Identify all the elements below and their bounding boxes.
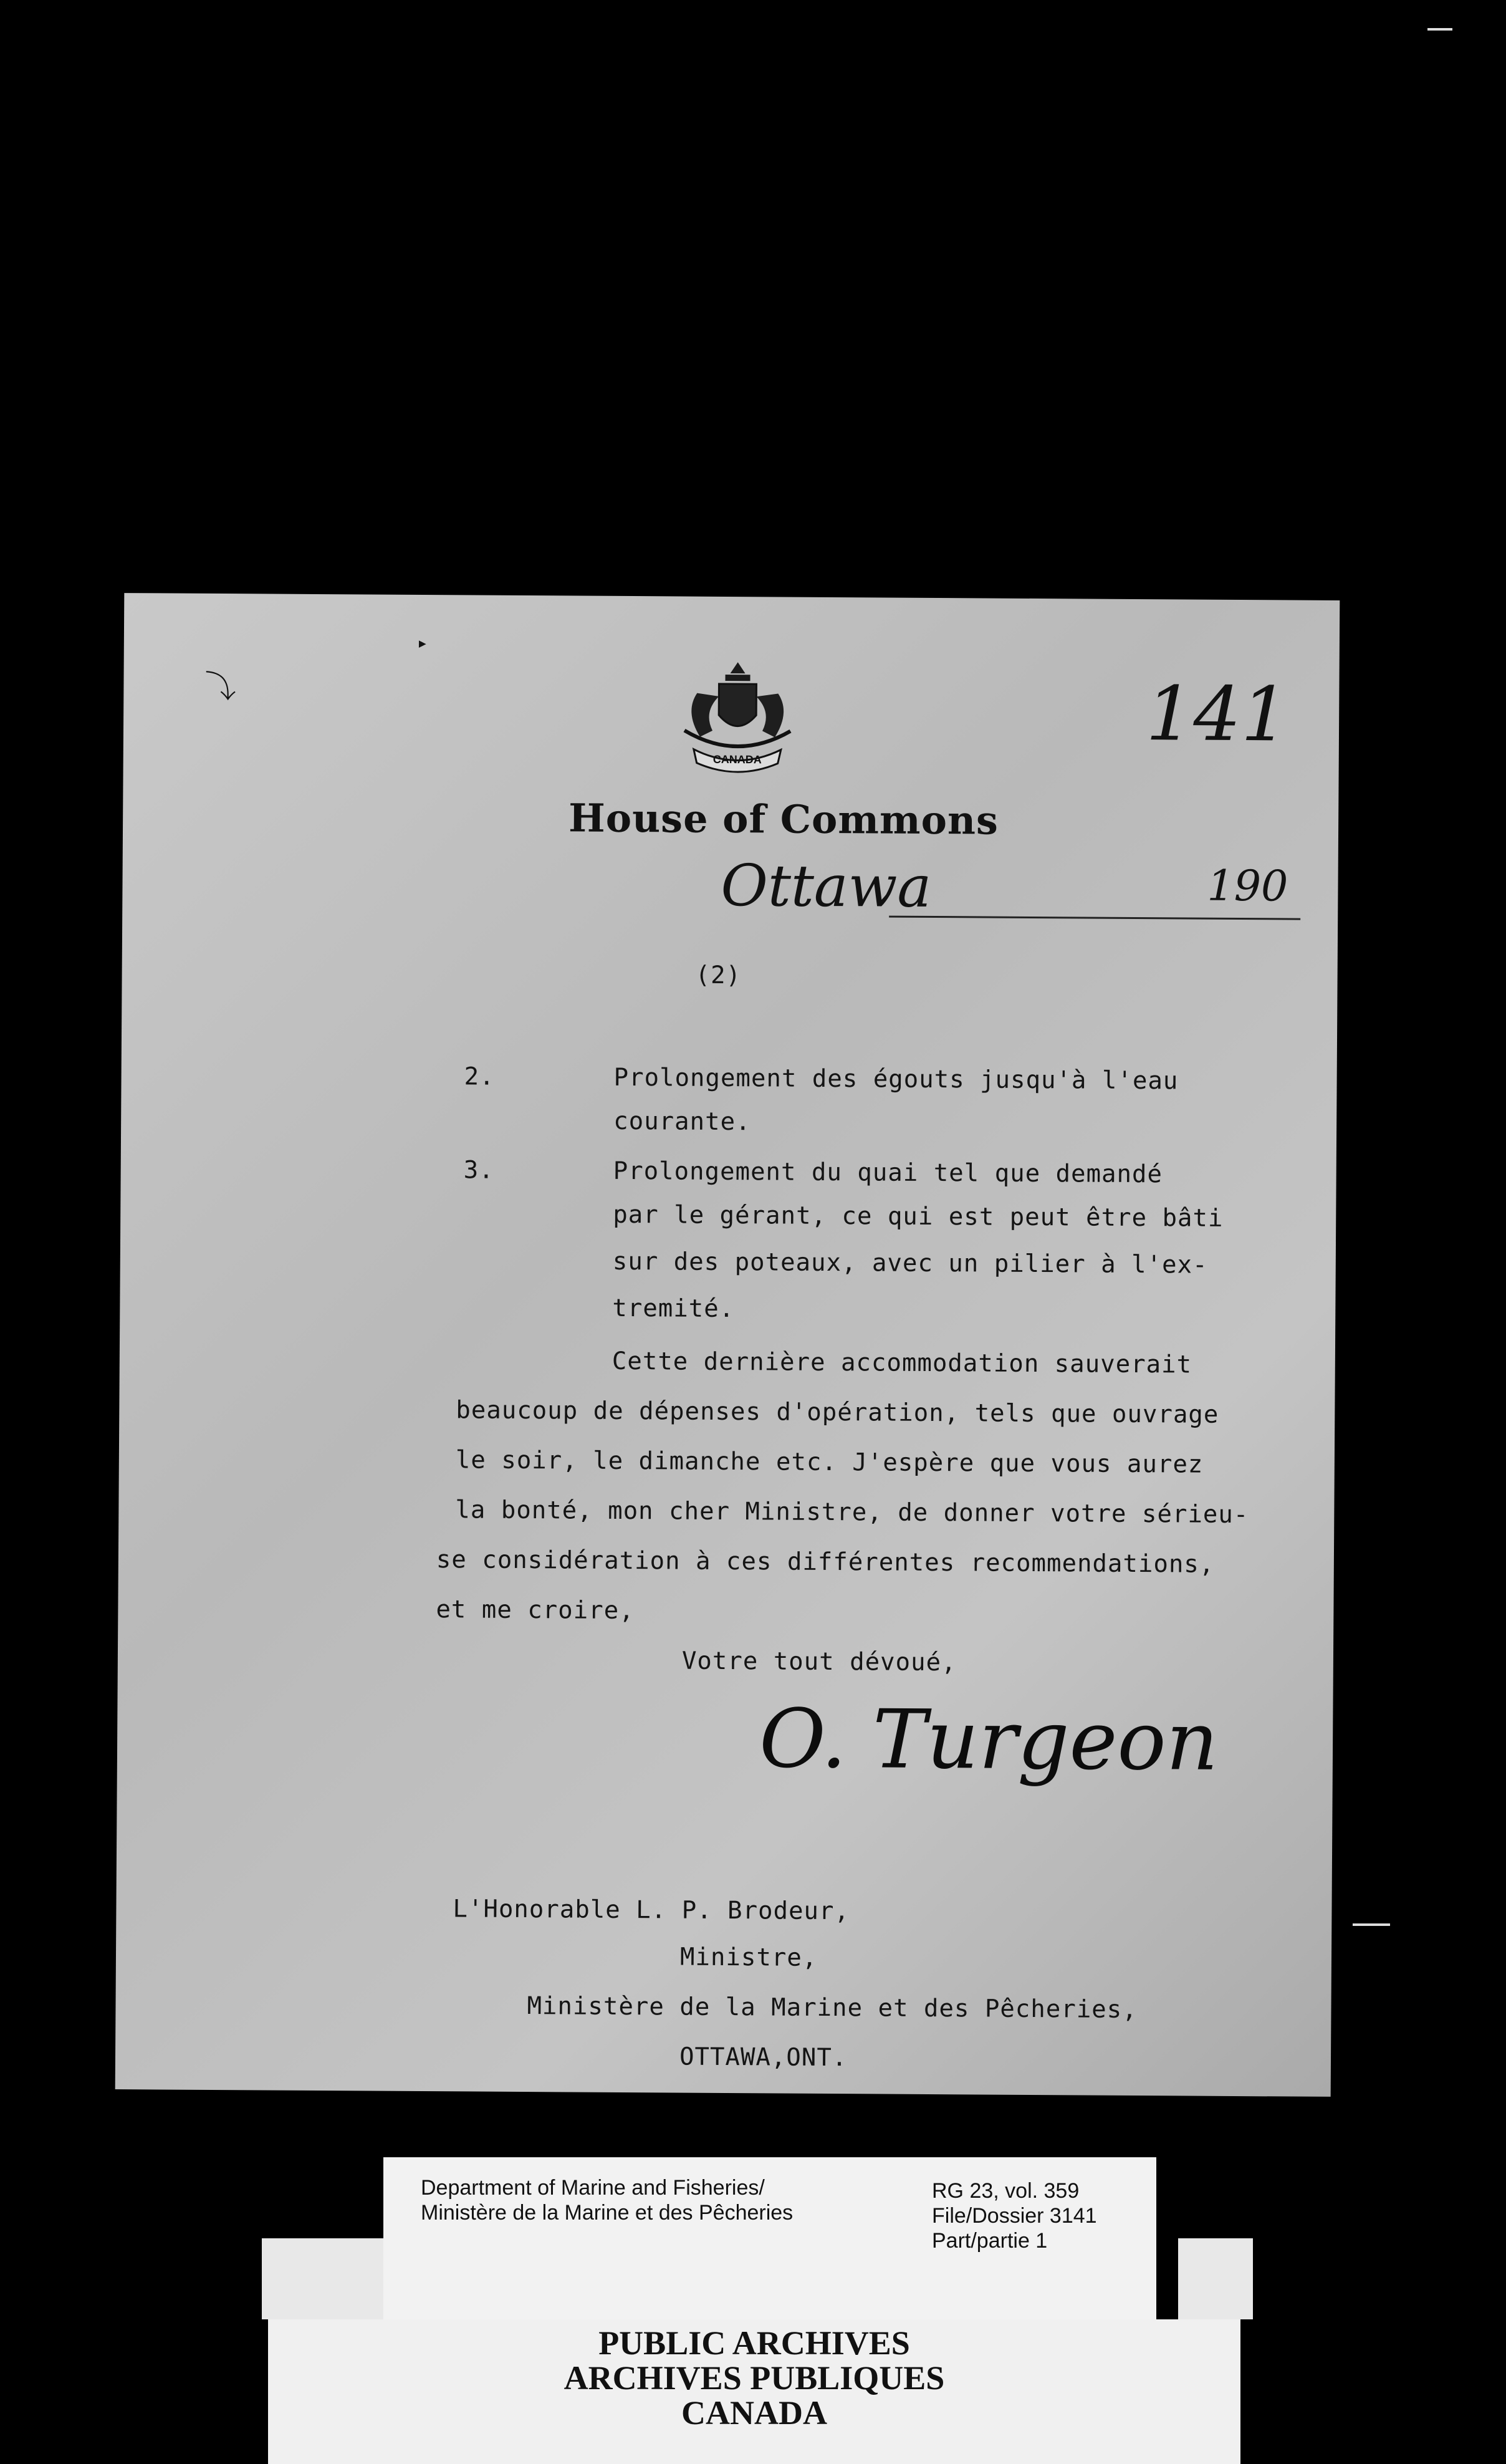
item-3-line-2: par le gérant, ce qui est peut être bâti xyxy=(613,1200,1224,1233)
label-tab-left xyxy=(262,2238,386,2319)
folio-number: 141 xyxy=(1145,671,1289,759)
paragraph-line-3: le soir, le dimanche etc. J'espère que vous aurez xyxy=(455,1446,1204,1479)
label-tab-right xyxy=(1178,2238,1253,2319)
item-3-number: 3. xyxy=(463,1156,494,1185)
item-3-line-4: tremité. xyxy=(612,1294,735,1324)
punch-mark: ▸ xyxy=(416,632,429,655)
item-3-line-1: Prolongement du quai tel que demandé xyxy=(613,1157,1163,1189)
item-2-line-1: Prolongement des égouts jusqu'à l'eau xyxy=(613,1063,1179,1095)
corner-mark: ⤵ xyxy=(204,668,236,706)
label-reference: RG 23, vol. 359 xyxy=(932,2179,1080,2203)
letter-page xyxy=(115,593,1340,2097)
public-archives-stamp xyxy=(268,2319,1240,2464)
date-year-prefix: 190 xyxy=(1207,861,1288,912)
paragraph-line-6: et me croire, xyxy=(436,1595,635,1625)
addressee-line-3: Ministère de la Marine et des Pêcheries, xyxy=(527,1992,1138,2024)
paragraph-line-4: la bonté, mon cher Ministre, de donner votre sérieu- xyxy=(455,1496,1249,1529)
label-department-en: Department of Marine and Fisheries/ xyxy=(421,2176,765,2200)
label-department-fr: Ministère de la Marine et des Pêcheries xyxy=(421,2201,794,2225)
addressee-line-2: Ministre, xyxy=(679,1943,818,1972)
paragraph-line-5: se considération à ces différentes recommendations, xyxy=(436,1546,1215,1579)
film-edge-mark-right xyxy=(1353,1923,1390,1926)
closing-line: Votre tout dévoué, xyxy=(681,1647,957,1677)
addressee-line-1: L'Honorable L. P. Brodeur, xyxy=(453,1895,850,1926)
item-3-line-3: sur des poteaux, avec un pilier à l'ex- xyxy=(612,1247,1208,1279)
addressee-line-4: OTTAWA,ONT. xyxy=(679,2043,848,2072)
date-line xyxy=(889,916,1300,920)
archive-reference-label xyxy=(383,2157,1156,2319)
handwritten-signature: O. Turgeon xyxy=(759,1691,1219,1789)
letterhead-title: House of Commons xyxy=(568,795,999,844)
label-file: File/Dossier 3141 xyxy=(932,2204,1097,2228)
item-2-number: 2. xyxy=(464,1062,495,1091)
stamp-line-1: PUBLIC ARCHIVES xyxy=(598,2324,910,2362)
coat-of-arms-crest xyxy=(659,655,816,781)
crest-label: CANADA xyxy=(712,753,762,766)
paragraph-line-2: beaucoup de dépenses d'opération, tels que ouvrage xyxy=(456,1396,1219,1429)
stamp-line-2: ARCHIVES PUBLIQUES xyxy=(564,2359,945,2397)
label-part: Part/partie 1 xyxy=(932,2229,1048,2253)
letterhead-place: Ottawa xyxy=(721,852,932,920)
page-number: (2) xyxy=(695,961,742,990)
stamp-line-3: CANADA xyxy=(681,2394,827,2432)
item-2-line-2: courante. xyxy=(613,1107,751,1137)
paragraph-line-1: Cette dernière accommodation sauverait xyxy=(612,1347,1192,1379)
film-edge-mark-top xyxy=(1427,28,1452,31)
